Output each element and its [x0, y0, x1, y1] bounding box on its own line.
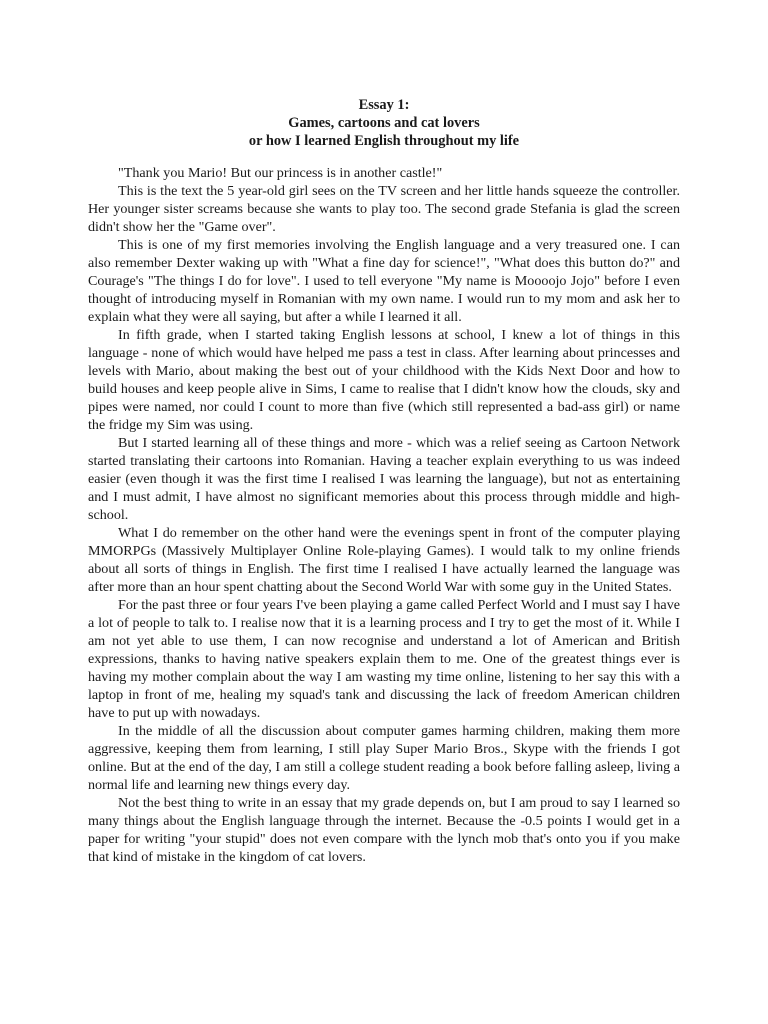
- essay-body: [88, 164, 680, 866]
- essay-number: Essay 1:: [358, 97, 410, 113]
- paragraph: In fifth grade, when I started taking English lessons at school, I knew a lot of things in this language - none of which would have helped me pass a test in class. After learning about princesses and levels with Mario, about making the best out of your childhood with the Kids Next Door and how to build houses and keep people alive in Sims, I came to realise that I didn't know how the clouds, sky and pipes were named, nor could I count to more than five (which still represented a bad-ass girl) or name the fridge my Sim was using.: [88, 327, 680, 433]
- essay-title-line-2: or how I learned English throughout my life: [248, 133, 520, 149]
- paragraph: "Thank you Mario! But our princess is in another castle!": [118, 165, 443, 181]
- paragraph: What I do remember on the other hand were the evenings spent in front of the computer playing MMORPGs (Massively Multiplayer Online Role-playing Games). I would talk to my online friends about all sorts of things in English. The first time I realised I have actually learned the language was after more than an hour spent chatting about the Second World War with some guy in the United States.: [88, 525, 680, 595]
- essay-title-line-1: Games, cartoons and cat lovers: [288, 115, 480, 131]
- paragraph: For the past three or four years I've been playing a game called Perfect World and I must say I have a lot of people to talk to. I realise now that it is a learning process and I try to get the most of it. While I am not yet able to use them, I can now recognise and understand a lot of American and British expressions, thanks to having native speakers explain them to me. One of the greatest things ever is having my mother complain about the way I am wasting my time online, listening to her say this with a laptop in front of me, healing my squad's tank and discussing the lack of freedom American children have to put up with nowadays.: [88, 597, 680, 721]
- paragraph: This is the text the 5 year-old girl sees on the TV screen and her little hands squeeze the controller. Her younger sister screams because she wants to play too. The second grade Stefania is glad the screen didn't show her the "Game over".: [88, 183, 680, 235]
- paragraph: In the middle of all the discussion about computer games harming children, making them more aggressive, keeping them from learning, I still play Super Mario Bros., Skype with the friends I got online. But at the end of the day, I am still a college student reading a book before falling asleep, living a normal life and learning new things every day.: [88, 723, 680, 793]
- paragraph: But I started learning all of these things and more - which was a relief seeing as Cartoon Network started translating their cartoons into Romanian. Having a teacher explain everything to us was indeed easier (even though it was the first time I realised I was learning the language), but not as entertaining and I must admit, I have almost no significant memories about this process through middle and high-school.: [88, 435, 680, 523]
- paragraph: This is one of my first memories involving the English language and a very treasured one. I can also remember Dexter waking up with "What a fine day for science!", "What does this button do?" and Courage's "The things I do for love". I used to tell everyone "My name is Moooojo Jojo" before I even thought of introducing myself in Romanian with my own name. I would run to my mom and ask her to explain what they were all saying, but after a while I learned it all.: [88, 237, 680, 325]
- paragraph: Not the best thing to write in an essay that my grade depends on, but I am proud to say I learned so many things about the English language through the internet. Because the -0.5 points I would get in a paper for writing "your stupid" does not even compare with the lynch mob that's onto you if you make that kind of mistake in the kingdom of cat lovers.: [88, 795, 680, 865]
- essay-title: [0, 96, 768, 150]
